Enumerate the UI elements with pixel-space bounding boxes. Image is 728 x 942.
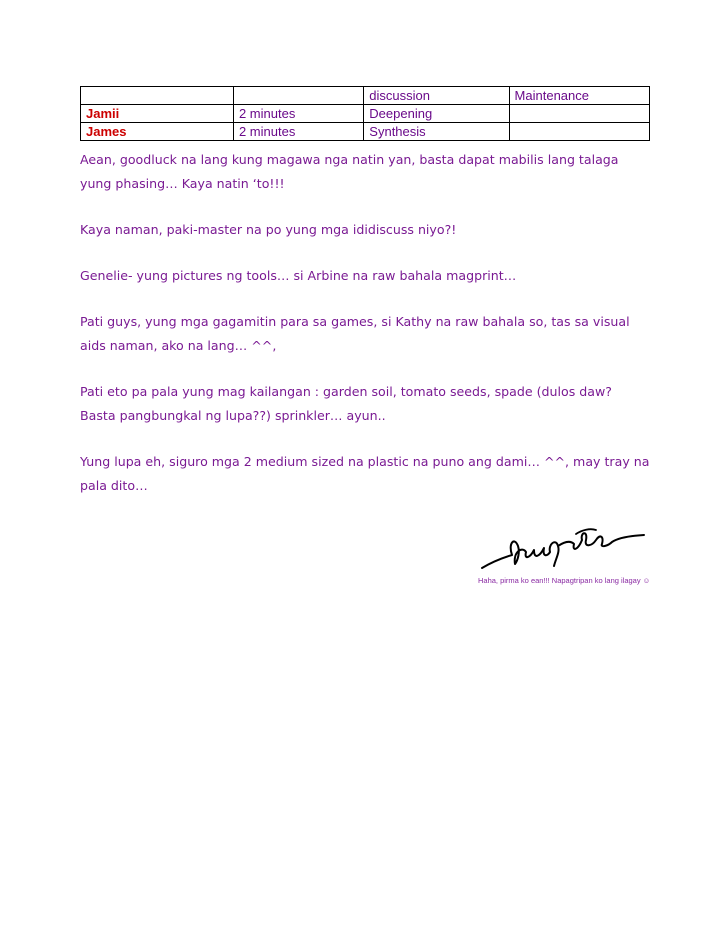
table-cell: Maintenance <box>509 87 649 105</box>
table-cell-name: James <box>81 123 234 141</box>
table-row <box>81 105 650 123</box>
schedule-table <box>80 86 650 141</box>
table-cell: 2 minutes <box>233 123 363 141</box>
paragraph: Yung lupa eh, siguro mga 2 medium sized na plastic na puno ang dami… ^^, may tray na pala dito… <box>80 454 650 493</box>
table-cell: Synthesis <box>364 123 509 141</box>
table-cell: Deepening <box>364 105 509 123</box>
paragraph: Pati guys, yung mga gagamitin para sa games, si Kathy na raw bahala so, tas sa visual aids naman, ako na lang… ^^, <box>80 314 630 353</box>
paragraph: Genelie- yung pictures ng tools… si Arbine na raw bahala magprint… <box>80 268 517 283</box>
table-cell <box>509 123 649 141</box>
handwritten-signature <box>478 522 648 574</box>
table-cell <box>81 87 234 105</box>
table-cell: discussion <box>364 87 509 105</box>
table-row <box>81 87 650 105</box>
message-body <box>80 148 650 520</box>
paragraph: Aean, goodluck na lang kung magawa nga natin yan, basta dapat mabilis lang talaga yung phasing… Kaya natin ‘to!!! <box>80 152 619 191</box>
paragraph: Kaya naman, paki-master na po yung mga ididiscuss niyo?! <box>80 222 457 237</box>
paragraph: Pati eto pa pala yung mag kailangan : garden soil, tomato seeds, spade (dulos daw? Basta pangbungkal ng lupa??) sprinkler… ayun.. <box>80 384 612 423</box>
table-cell: 2 minutes <box>233 105 363 123</box>
table-cell <box>509 105 649 123</box>
signature-note: Haha, pirma ko ean!!! Napagtripan ko lang ilagay ☺ <box>478 576 651 585</box>
table-row <box>81 123 650 141</box>
table-cell-name: Jamii <box>81 105 234 123</box>
table-cell <box>233 87 363 105</box>
